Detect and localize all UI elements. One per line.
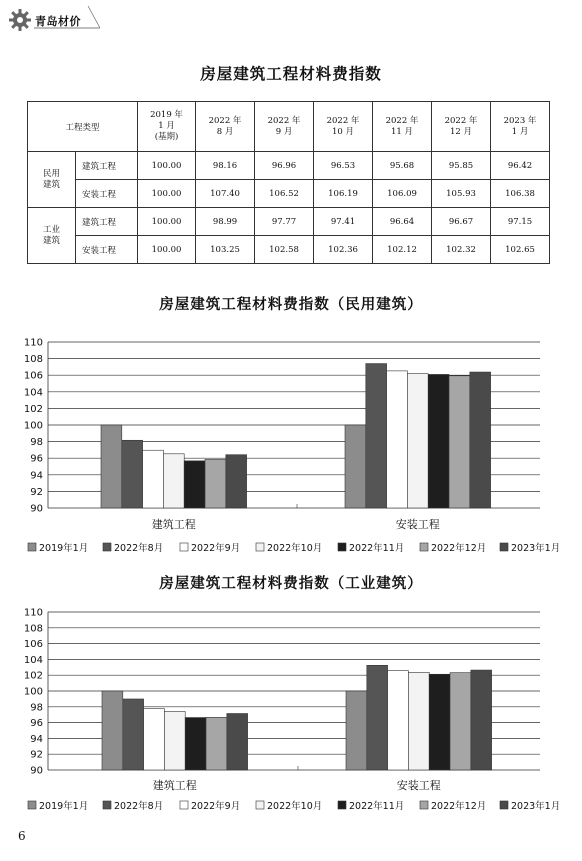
table-cell: 106.09 [373,180,432,208]
y-tick-label: 110 [23,337,43,349]
industrial-building-chart [0,604,582,818]
legend-swatch [256,543,264,551]
table-cell: 102.32 [432,236,491,264]
legend-label: 2023年1月 [511,801,561,812]
y-tick-label: 90 [30,503,43,515]
legend-label: 2023年1月 [511,543,561,554]
row-label: 建筑工程 [76,152,138,180]
bar [123,699,144,770]
row-label: 安装工程 [76,236,138,264]
legend-swatch [500,543,508,551]
table-cell: 102.58 [255,236,314,264]
table-cell: 96.67 [432,208,491,236]
table-cell: 98.99 [196,208,255,236]
x-category-label: 建筑工程 [152,779,197,792]
table-cell: 102.36 [314,236,373,264]
y-tick-label: 108 [23,354,43,366]
y-tick-label: 106 [23,639,43,651]
column-header: 2022 年 12 月 [432,102,491,152]
legend-swatch [420,543,428,551]
table-cell: 106.52 [255,180,314,208]
bar [407,374,428,508]
table-cell: 96.64 [373,208,432,236]
table-cell: 97.41 [314,208,373,236]
table-cell: 100.00 [138,152,196,180]
table-cell: 98.16 [196,152,255,180]
legend-swatch [338,801,346,809]
legend-label: 2019年1月 [39,543,89,554]
table-cell: 96.53 [314,152,373,180]
bar [387,371,408,508]
table-cell: 100.00 [138,180,196,208]
bar [345,425,366,508]
chart-title-industrial: 房屋建筑工程材料费指数（工业建筑） [159,576,423,592]
y-tick-label: 90 [30,765,43,777]
brand-name: 青岛材价 [35,15,81,28]
bar [122,440,143,508]
x-category-label: 建筑工程 [151,518,196,531]
table-cell: 96.42 [491,152,550,180]
bar [184,461,205,508]
page-header [8,6,100,36]
header-rule [8,6,100,36]
y-tick-label: 104 [23,387,43,399]
bar [346,691,367,770]
bar [388,671,409,770]
table-cell: 97.15 [491,208,550,236]
y-tick-label: 102 [23,670,43,682]
x-category-label: 安装工程 [395,518,440,531]
legend-swatch [28,543,36,551]
table-cell: 95.85 [432,152,491,180]
bar [428,374,449,508]
y-tick-label: 98 [30,437,43,449]
bar [429,674,450,770]
bar [102,691,123,770]
page-number: 6 [18,829,26,843]
table-cell: 106.19 [314,180,373,208]
y-tick-label: 110 [23,607,43,619]
y-tick-label: 102 [23,403,43,415]
y-tick-label: 92 [30,486,43,498]
y-tick-label: 96 [30,453,43,465]
y-tick-label: 96 [30,718,43,730]
table-row [28,180,550,208]
table-cell: 106.38 [491,180,550,208]
legend-label: 2022年10月 [267,543,323,554]
legend-swatch [500,801,508,809]
legend-label: 2022年12月 [431,543,487,554]
legend-swatch [103,543,111,551]
civil-building-chart [0,330,582,562]
legend-swatch [338,543,346,551]
bar [143,450,164,508]
column-header: 2022 年 8 月 [196,102,255,152]
legend-label: 2022年11月 [349,543,405,554]
bar [164,711,185,770]
legend-swatch [28,801,36,809]
legend-label: 2022年8月 [114,801,164,812]
table-header-row [28,102,550,152]
legend-label: 2022年11月 [349,801,405,812]
bar [366,364,387,508]
y-tick-label: 106 [23,370,43,382]
y-tick-label: 104 [23,654,43,666]
row-label: 安装工程 [76,180,138,208]
bar [163,454,184,508]
legend-label: 2022年12月 [431,801,487,812]
table-cell: 103.25 [196,236,255,264]
y-tick-label: 108 [23,623,43,635]
bar [367,665,388,770]
table-row [28,208,550,236]
legend-label: 2022年9月 [191,801,241,812]
column-header: 2022 年 11 月 [373,102,432,152]
legend-swatch [256,801,264,809]
table-cell: 100.00 [138,208,196,236]
corner-label: 工程类型 [28,102,138,152]
column-header: 2022 年 10 月 [314,102,373,152]
column-header: 2023 年 1 月 [491,102,550,152]
row-label: 建筑工程 [76,208,138,236]
chart-title-civil: 房屋建筑工程材料费指数（民用建筑） [159,297,423,313]
y-tick-label: 100 [23,686,43,698]
bar [227,714,248,770]
group-label: 工业 建筑 [28,208,76,264]
legend-label: 2022年10月 [267,801,323,812]
group-label: 民用 建筑 [28,152,76,208]
bar [206,717,227,770]
legend-label: 2019年1月 [39,801,89,812]
legend-swatch [180,801,188,809]
column-header: 2022 年 9 月 [255,102,314,152]
table-cell: 100.00 [138,236,196,264]
x-category-label: 安装工程 [396,779,441,792]
bar [470,372,491,508]
bar [144,709,165,770]
column-header: 2019 年 1 月 (基期) [138,102,196,152]
y-tick-label: 92 [30,749,43,761]
index-table [27,101,550,264]
y-tick-label: 94 [30,470,43,482]
table-title: 房屋建筑工程材料费指数 [200,65,382,83]
bar [185,718,206,770]
legend-label: 2022年9月 [191,543,241,554]
bar [101,425,122,508]
bar [471,670,492,770]
legend-label: 2022年8月 [114,543,164,554]
legend-swatch [103,801,111,809]
table-cell: 95.68 [373,152,432,180]
y-tick-label: 100 [23,420,43,432]
table-row [28,236,550,264]
table-cell: 97.77 [255,208,314,236]
bar [450,673,471,770]
bar [205,459,226,508]
table-cell: 107.40 [196,180,255,208]
table-row [28,152,550,180]
bar [226,455,247,508]
y-tick-label: 94 [30,733,43,745]
table-cell: 102.65 [491,236,550,264]
legend-swatch [420,801,428,809]
legend-swatch [180,543,188,551]
table-cell: 102.12 [373,236,432,264]
bar [449,376,470,508]
table-cell: 105.93 [432,180,491,208]
y-tick-label: 98 [30,702,43,714]
bar [408,672,429,770]
table-cell: 96.96 [255,152,314,180]
